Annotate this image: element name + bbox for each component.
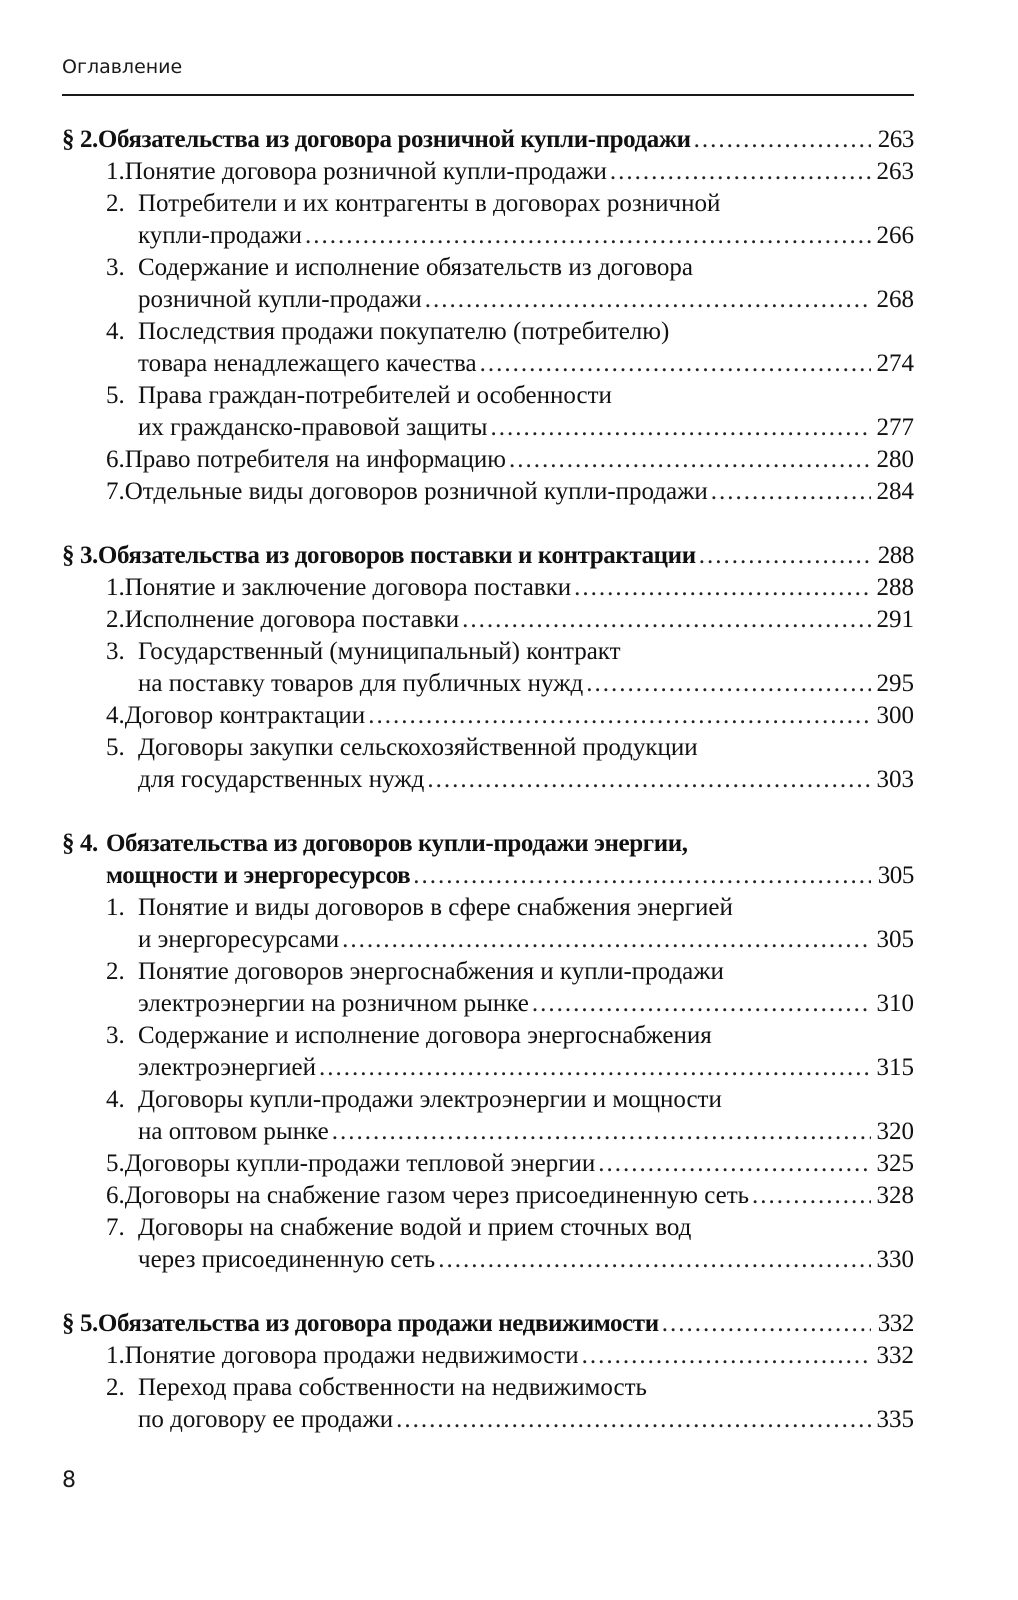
page-number: 268 xyxy=(876,286,914,313)
dot-leader xyxy=(425,284,871,316)
item-number: 3. xyxy=(106,1022,125,1049)
page-number: 328 xyxy=(876,1182,914,1209)
item-number: 1. xyxy=(106,1342,125,1369)
toc-item[interactable] xyxy=(62,636,914,700)
item-title: Договоры купли-продажи тепловой энергии xyxy=(124,1150,596,1177)
section-number: § 5. xyxy=(62,1310,98,1337)
item-number: 3. xyxy=(106,638,125,665)
header-rule xyxy=(62,94,914,96)
page-number: 263 xyxy=(876,158,914,185)
item-title: Переход права собственности на недвижимость xyxy=(138,1374,647,1401)
item-title: Содержание и исполнение договора энергоснабжения xyxy=(138,1022,712,1049)
item-title-continued: через присоединенную сеть xyxy=(138,1246,436,1273)
item-title-continued: розничной купли-продажи xyxy=(138,286,422,313)
section-number: § 3. xyxy=(62,542,98,569)
item-title-continued: электроэнергией xyxy=(138,1054,317,1081)
page-number: 305 xyxy=(876,926,914,953)
dot-leader xyxy=(694,124,871,156)
section-title: Обязательства из договора продажи недвижимости xyxy=(97,1310,659,1337)
page-number: 305 xyxy=(877,862,914,889)
section-title: Обязательства из договоров купли-продажи энергии, xyxy=(106,830,688,857)
dot-leader xyxy=(752,1180,871,1212)
toc-item[interactable] xyxy=(62,316,914,380)
toc-section-heading[interactable] xyxy=(62,828,914,892)
item-title-continued: купли-продажи xyxy=(138,222,302,249)
page-number: 277 xyxy=(876,414,914,441)
page-number: 332 xyxy=(876,1342,914,1369)
item-number: 2. xyxy=(106,1374,125,1401)
toc-item[interactable] xyxy=(62,604,914,636)
toc-section-heading[interactable] xyxy=(62,540,914,572)
page-number: 284 xyxy=(876,478,914,505)
item-title-continued: товара ненадлежащего качества xyxy=(138,350,477,377)
toc-item[interactable] xyxy=(62,252,914,316)
item-title-continued: и энергоресурсами xyxy=(138,926,340,953)
dot-leader xyxy=(574,572,871,604)
item-number: 5. xyxy=(106,1150,125,1177)
page-number: 291 xyxy=(876,606,914,633)
item-number: 1. xyxy=(106,574,125,601)
item-number: 4. xyxy=(106,1086,125,1113)
toc-item[interactable] xyxy=(62,956,914,1020)
toc-item[interactable] xyxy=(62,156,914,188)
dot-leader xyxy=(427,764,871,796)
item-title: Договоры закупки сельскохозяйственной продукции xyxy=(138,734,698,761)
dot-leader xyxy=(319,1052,871,1084)
page-number: 335 xyxy=(876,1406,914,1433)
dot-leader xyxy=(490,412,871,444)
toc-item[interactable] xyxy=(62,700,914,732)
item-title: Содержание и исполнение обязательств из договора xyxy=(138,254,693,281)
dot-leader xyxy=(699,540,871,572)
dot-leader xyxy=(662,1308,871,1340)
dot-leader xyxy=(598,1148,871,1180)
page-number: 280 xyxy=(876,446,914,473)
item-title: Права граждан-потребителей и особенности xyxy=(138,382,612,409)
running-header-title: Оглавление xyxy=(62,56,183,78)
toc-section-4 xyxy=(62,828,914,1276)
toc-item[interactable] xyxy=(62,1372,914,1436)
dot-leader xyxy=(342,924,871,956)
item-title-continued: на поставку товаров для публичных нужд xyxy=(138,670,584,697)
item-number: 2. xyxy=(106,958,125,985)
item-number: 3. xyxy=(106,254,125,281)
toc-item[interactable] xyxy=(62,892,914,956)
item-title-continued: для государственных нужд xyxy=(138,766,425,793)
dot-leader xyxy=(438,1244,871,1276)
dot-leader xyxy=(509,444,871,476)
dot-leader xyxy=(582,1340,871,1372)
item-title: Отдельные виды договоров розничной купли-продажи xyxy=(124,478,708,505)
item-number: 2. xyxy=(106,606,125,633)
page-number: 300 xyxy=(876,702,914,729)
dot-leader xyxy=(368,700,871,732)
item-title: Понятие договора продажи недвижимости xyxy=(124,1342,579,1369)
page-number: 330 xyxy=(876,1246,914,1273)
toc-item[interactable] xyxy=(62,1148,914,1180)
section-title-continued: мощности и энергоресурсов xyxy=(106,862,411,889)
item-number: 4. xyxy=(106,318,125,345)
item-title: Договор контрактации xyxy=(124,702,366,729)
toc-item[interactable] xyxy=(62,188,914,252)
item-number: 7. xyxy=(106,1214,125,1241)
item-number: 1. xyxy=(106,894,125,921)
item-title: Договоры купли-продажи электроэнергии и мощности xyxy=(138,1086,722,1113)
page-number: 320 xyxy=(876,1118,914,1145)
item-title: Исполнение договора поставки xyxy=(124,606,460,633)
item-number: 1. xyxy=(106,158,125,185)
item-number: 2. xyxy=(106,190,125,217)
item-title: Договоры на снабжение водой и прием сточных вод xyxy=(138,1214,692,1241)
dot-leader xyxy=(462,604,871,636)
toc-item[interactable] xyxy=(62,1020,914,1084)
page-number: 325 xyxy=(876,1150,914,1177)
page-number: 332 xyxy=(877,1310,914,1337)
page-number: 274 xyxy=(876,350,914,377)
item-title: Право потребителя на информацию xyxy=(124,446,506,473)
toc-item[interactable] xyxy=(62,572,914,604)
dot-leader xyxy=(532,988,871,1020)
page-number: 266 xyxy=(876,222,914,249)
item-number: 6. xyxy=(106,446,125,473)
dot-leader xyxy=(332,1116,871,1148)
toc-section-heading[interactable] xyxy=(62,1308,914,1340)
toc-item[interactable] xyxy=(62,1212,914,1276)
toc-section-heading[interactable] xyxy=(62,124,914,156)
dot-leader xyxy=(610,156,871,188)
toc-item[interactable] xyxy=(62,1340,914,1372)
section-number: § 2. xyxy=(62,126,98,153)
page-number: 303 xyxy=(876,766,914,793)
dot-leader xyxy=(586,668,871,700)
item-title-continued: по договору ее продажи xyxy=(138,1406,394,1433)
toc-section-2 xyxy=(62,124,914,508)
item-number: 5. xyxy=(106,734,125,761)
toc-item[interactable] xyxy=(62,476,914,508)
dot-leader xyxy=(413,860,871,892)
item-title: Понятие и заключение договора поставки xyxy=(124,574,572,601)
item-title: Понятие договора розничной купли-продажи xyxy=(124,158,607,185)
page-number: 288 xyxy=(877,542,914,569)
page-footer-number: 8 xyxy=(62,1468,76,1493)
item-number: 5. xyxy=(106,382,125,409)
item-title: Потребители и их контрагенты в договорах розничной xyxy=(138,190,721,217)
item-title: Последствия продажи покупателю (потребителю) xyxy=(138,318,670,345)
section-title: Обязательства из договора розничной купли-продажи xyxy=(97,126,691,153)
dot-leader xyxy=(711,476,871,508)
item-number: 7. xyxy=(106,478,125,505)
toc-section-5 xyxy=(62,1308,914,1436)
item-title-continued: электроэнергии на розничном рынке xyxy=(138,990,529,1017)
item-title-continued: их гражданско-правовой защиты xyxy=(138,414,488,441)
page-number: 288 xyxy=(876,574,914,601)
item-title: Понятие договоров энергоснабжения и купли-продажи xyxy=(138,958,724,985)
section-title: Обязательства из договоров поставки и контрактации xyxy=(97,542,696,569)
toc-section-3 xyxy=(62,540,914,796)
item-title: Договоры на снабжение газом через присоединенную сеть xyxy=(124,1182,750,1209)
item-number: 4. xyxy=(106,702,125,729)
item-title-continued: на оптовом рынке xyxy=(138,1118,329,1145)
page-number: 310 xyxy=(876,990,914,1017)
page-number: 263 xyxy=(877,126,914,153)
toc-item[interactable] xyxy=(62,1180,914,1212)
dot-leader xyxy=(305,220,871,252)
dot-leader xyxy=(480,348,871,380)
table-of-contents xyxy=(62,124,914,1436)
page-number: 295 xyxy=(876,670,914,697)
toc-item[interactable] xyxy=(62,380,914,444)
dot-leader xyxy=(396,1404,871,1436)
item-number: 6. xyxy=(106,1182,125,1209)
section-number: § 4. xyxy=(62,830,98,857)
toc-item[interactable] xyxy=(62,1084,914,1148)
toc-item[interactable] xyxy=(62,444,914,476)
item-title: Государственный (муниципальный) контракт xyxy=(138,638,621,665)
page-number: 315 xyxy=(876,1054,914,1081)
toc-item[interactable] xyxy=(62,732,914,796)
item-title: Понятие и виды договоров в сфере снабжения энергией xyxy=(138,894,733,921)
